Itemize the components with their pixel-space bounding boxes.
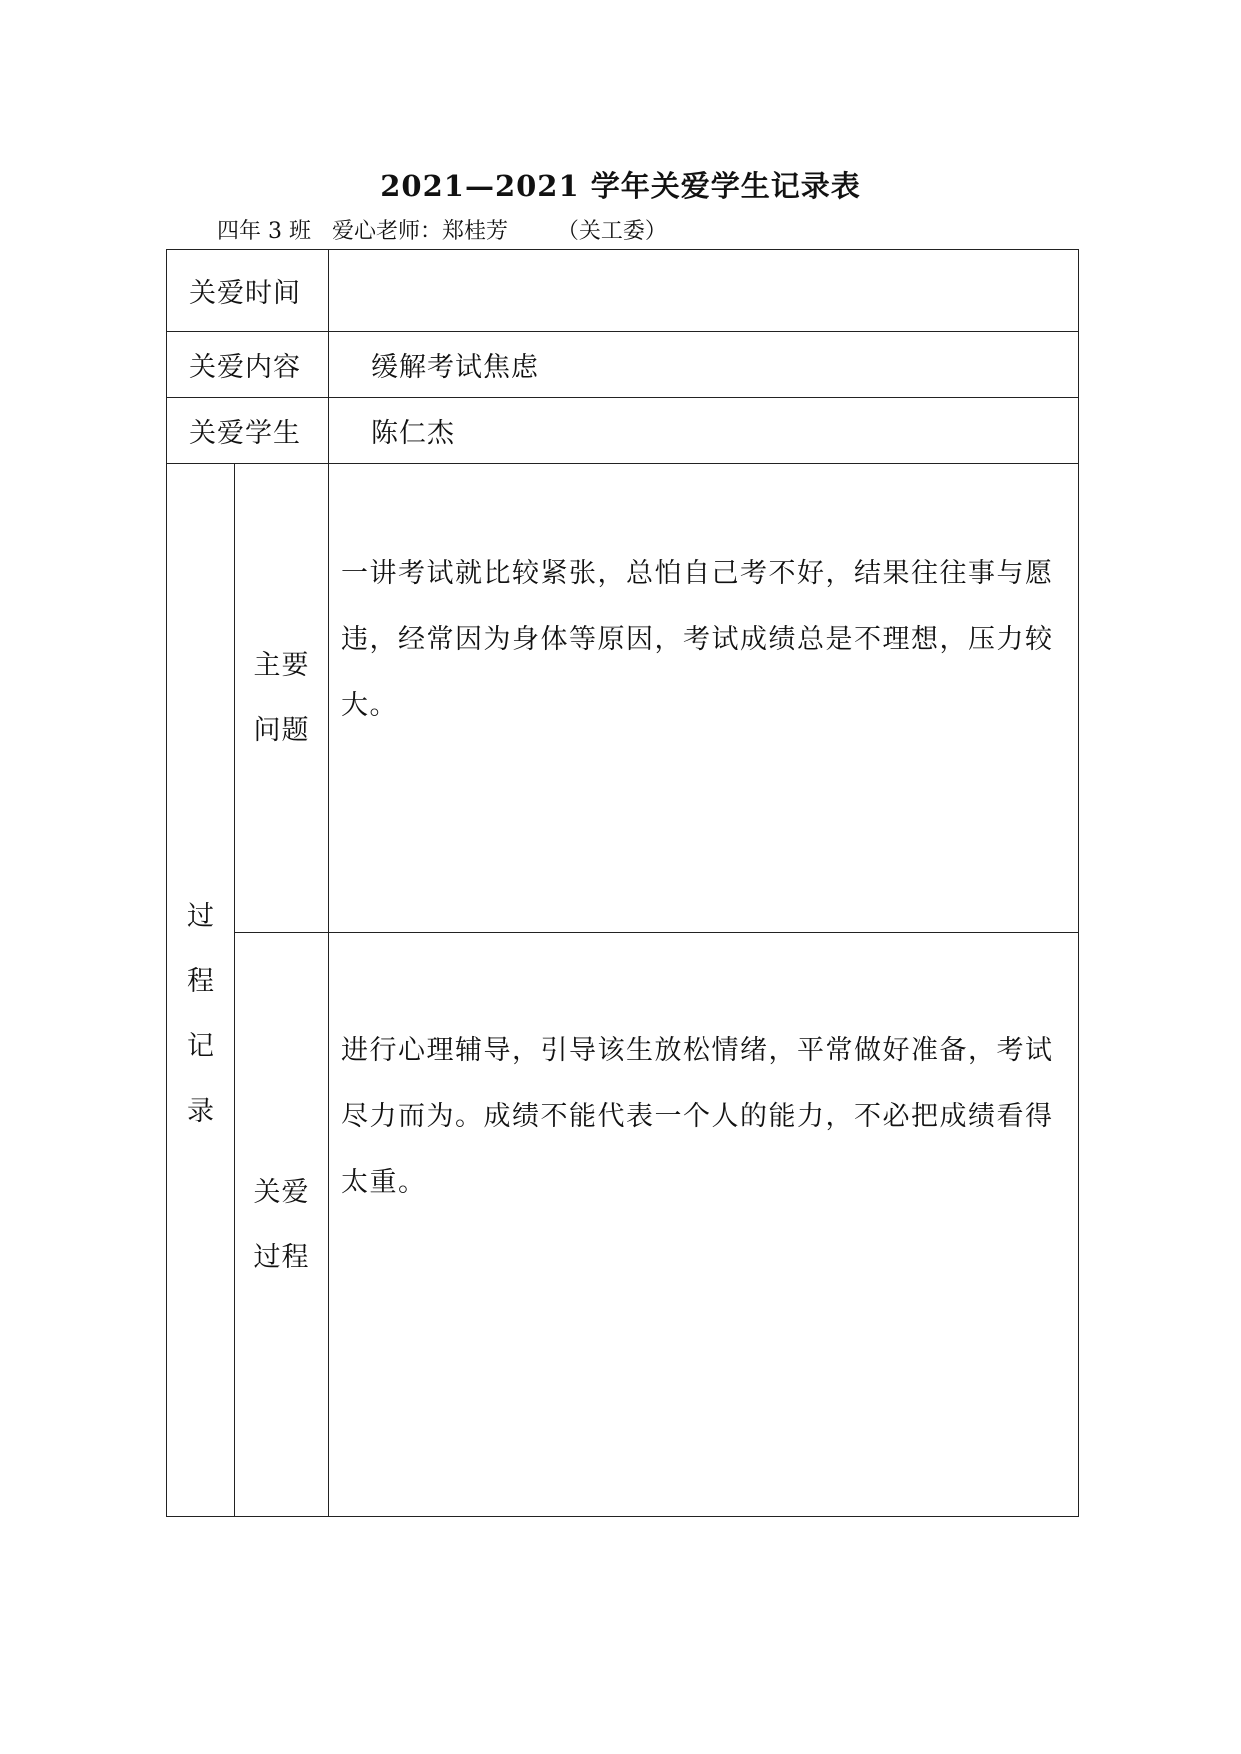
process-record-label-cell <box>167 464 235 1517</box>
table-row-care-process <box>167 933 1079 1517</box>
process-record-label: 过程记录 <box>187 901 214 1127</box>
table-row-care-content <box>167 332 1079 398</box>
care-student-label: 关爱学生 <box>167 398 329 464</box>
table-row-care-student <box>167 398 1079 464</box>
care-record-table <box>166 249 1079 1517</box>
main-problem-text: 一讲考试就比较紧张，总怕自己考不好，结果往往事与愿违，经常因为身体等原因，考试成绩总是不理想，压力较大。 <box>329 464 1079 933</box>
care-process-text: 进行心理辅导，引导该生放松情绪，平常做好准备，考试尽力而为。成绩不能代表一个人的能力，不必把成绩看得太重。 <box>329 933 1079 1517</box>
care-time-label: 关爱时间 <box>167 250 329 332</box>
care-content-label: 关爱内容 <box>167 332 329 398</box>
main-problem-label: 主要问题 <box>253 650 310 746</box>
care-process-label-cell <box>235 933 329 1517</box>
document-subtitle: 四年 3 班 爱心老师：郑桂芳 （关工委） <box>217 219 667 244</box>
care-content-value: 缓解考试焦虑 <box>329 332 1079 398</box>
care-process-label: 关爱过程 <box>253 1176 310 1273</box>
care-time-value <box>329 250 1079 332</box>
care-student-value: 陈仁杰 <box>329 398 1079 464</box>
main-problem-label-cell <box>235 464 329 933</box>
document-title: 2021—2021 学年关爱学生记录表 <box>380 169 861 203</box>
table-row-main-problem <box>167 464 1079 933</box>
table-row-care-time <box>167 250 1079 332</box>
